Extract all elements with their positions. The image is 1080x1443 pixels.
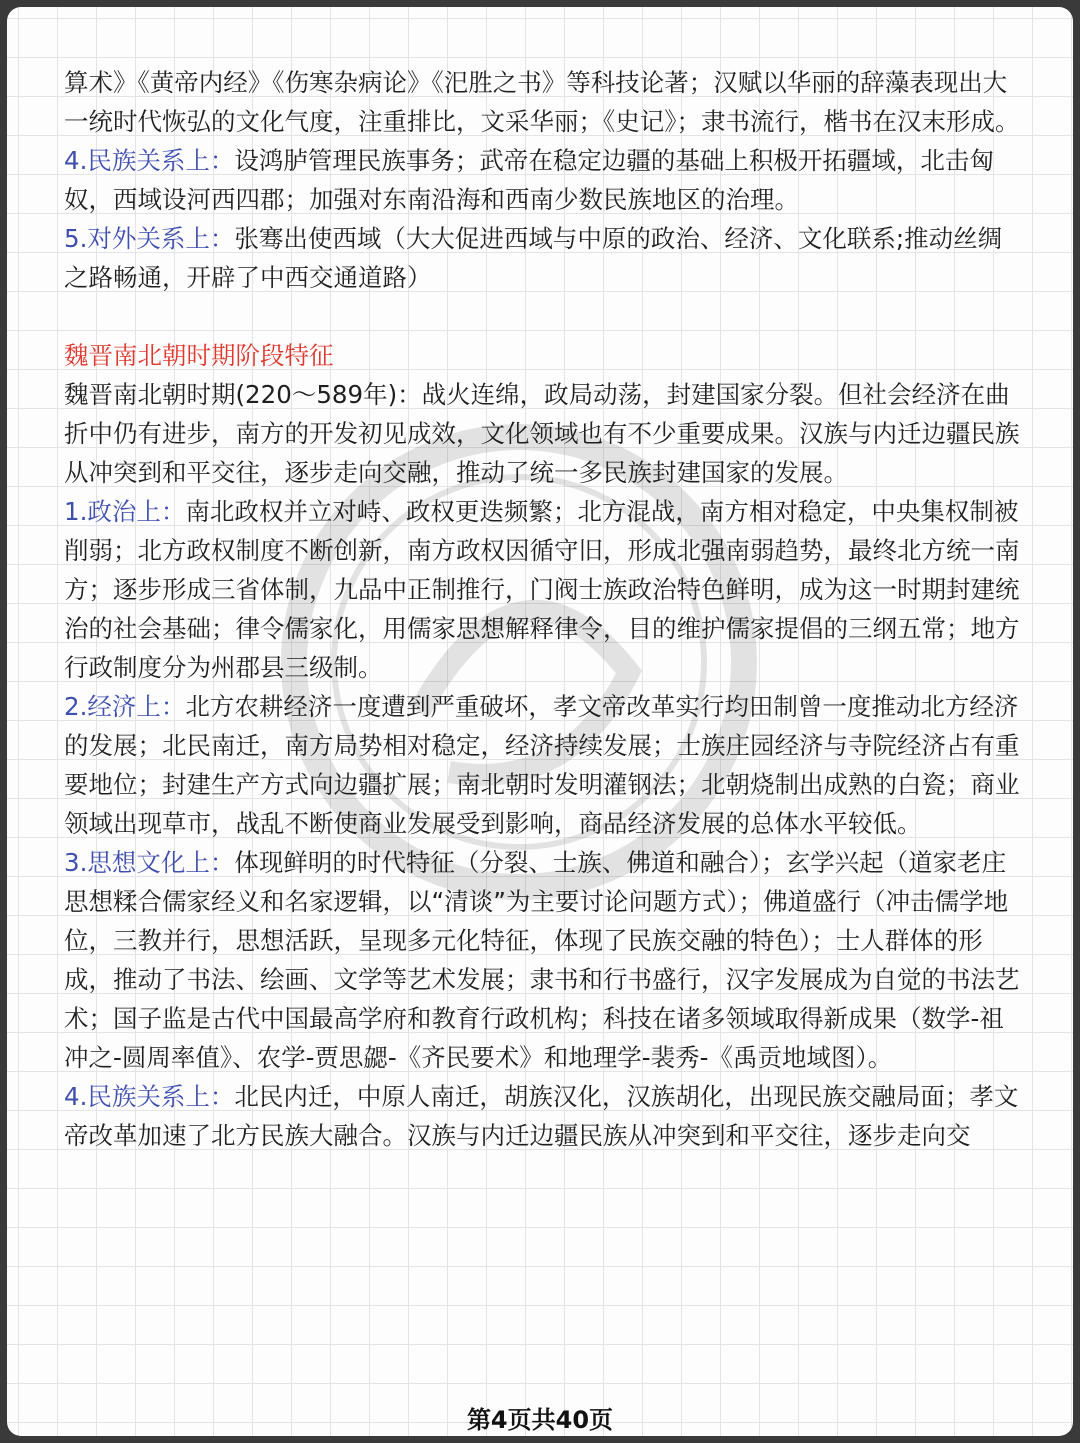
item-text: 北民内迁，中原人南迁，胡族汉化，汉族胡化，出现民族交融局面；孝文帝改革加速了北方民族大融合。汉族与内迁边疆民族从冲突到和平交往，逐步走向交 (64, 1082, 1019, 1150)
wei-item-politics (64, 492, 1024, 687)
item-label: 2.经济上： (64, 692, 186, 721)
section-spacer (64, 297, 1024, 336)
item-text: 体现鲜明的时代特征（分裂、士族、佛道和融合）；玄学兴起（道家老庄思想糅合儒家经义和名家逻辑，以“清谈”为主要讨论问题方式）；佛道盛行（冲击儒学地位，三教并行，思想活跃，呈现多元化特征，体现了民族交融的特色）；士人群体的形成，推动了书法、绘画、文学等艺术发展；隶书和行书盛行，汉字发展成为自觉的书法艺术；国子监是古代中国最高学府和教育行政机构；科技在诸多领域取得新成果（数学-祖冲之-圆周率值》、农学-贾思勰-《齐民要术》和地理学-裴秀-《禹贡地域图）。 (64, 848, 1020, 1072)
page-indicator: 第4页共40页 (466, 1406, 614, 1434)
document-page (7, 7, 1073, 1436)
wei-item-culture (64, 843, 1024, 1077)
item-text: 南北政权并立对峙、政权更迭频繁；北方混战，南方相对稳定，中央集权制被削弱；北方政权制度不断创新，南方政权因循守旧，形成北强南弱趋势，最终北方统一南方；逐步形成三省体制，九品中正制推行，门阀士族政治特色鲜明，成为这一时期封建统治的社会基础；律令儒家化，用儒家思想解释律令，目的维护儒家提倡的三纲五常；地方行政制度分为州郡县三级制。 (64, 497, 1020, 682)
han-item-foreign (64, 219, 1024, 297)
item-text: 北方农耕经济一度遭到严重破坏，孝文帝改革实行均田制曾一度推动北方经济的发展；北民南迁，南方局势相对稳定，经济持续发展；士族庄园经济与寺院经济占有重要地位；封建生产方式向边疆扩展；南北朝时发明灌钢法；北朝烧制出成熟的白瓷；商业领域出现草市，战乱不断使商业发展受到影响，商品经济发展的总体水平较低。 (64, 692, 1020, 838)
section-title: 魏晋南北朝时期阶段特征 (64, 341, 334, 370)
item-label: 5.对外关系上： (64, 224, 235, 253)
item-label: 4.民族关系上： (64, 1082, 235, 1111)
intro-paragraph: 算术》《黄帝内经》《伤寒杂病论》《汜胜之书》等科技论著；汉赋以华丽的辞藻表现出大一统时代恢弘的文化气度，注重排比，文采华丽；《史记》；隶书流行，楷书在汉末形成。 (64, 68, 1020, 136)
item-label: 3.思想文化上： (64, 848, 235, 877)
item-label: 4.民族关系上： (64, 146, 235, 175)
item-text: 张骞出使西域（大大促进西域与中原的政治、经济、文化联系;推动丝绸之路畅通，开辟了中西交通道路） (64, 224, 1003, 292)
han-item-ethnic (64, 141, 1024, 219)
wei-item-ethnic (64, 1077, 1024, 1155)
item-label: 1.政治上： (64, 497, 186, 526)
wei-item-economy (64, 687, 1024, 843)
section-intro: 魏晋南北朝时期(220～589年)：战火连绵，政局动荡，封建国家分裂。但社会经济在曲折中仍有进步，南方的开发初见成效，文化领域也有不少重要成果。汉族与内迁边疆民族从冲突到和平交往，逐步走向交融，推动了统一多民族封建国家的发展。 (64, 380, 1020, 487)
item-text: 设鸿胪管理民族事务；武帝在稳定边疆的基础上积极开拓疆域，北击匈奴，西域设河西四郡；加强对东南沿海和西南少数民族地区的治理。 (64, 146, 994, 214)
document-body (64, 63, 1024, 1155)
